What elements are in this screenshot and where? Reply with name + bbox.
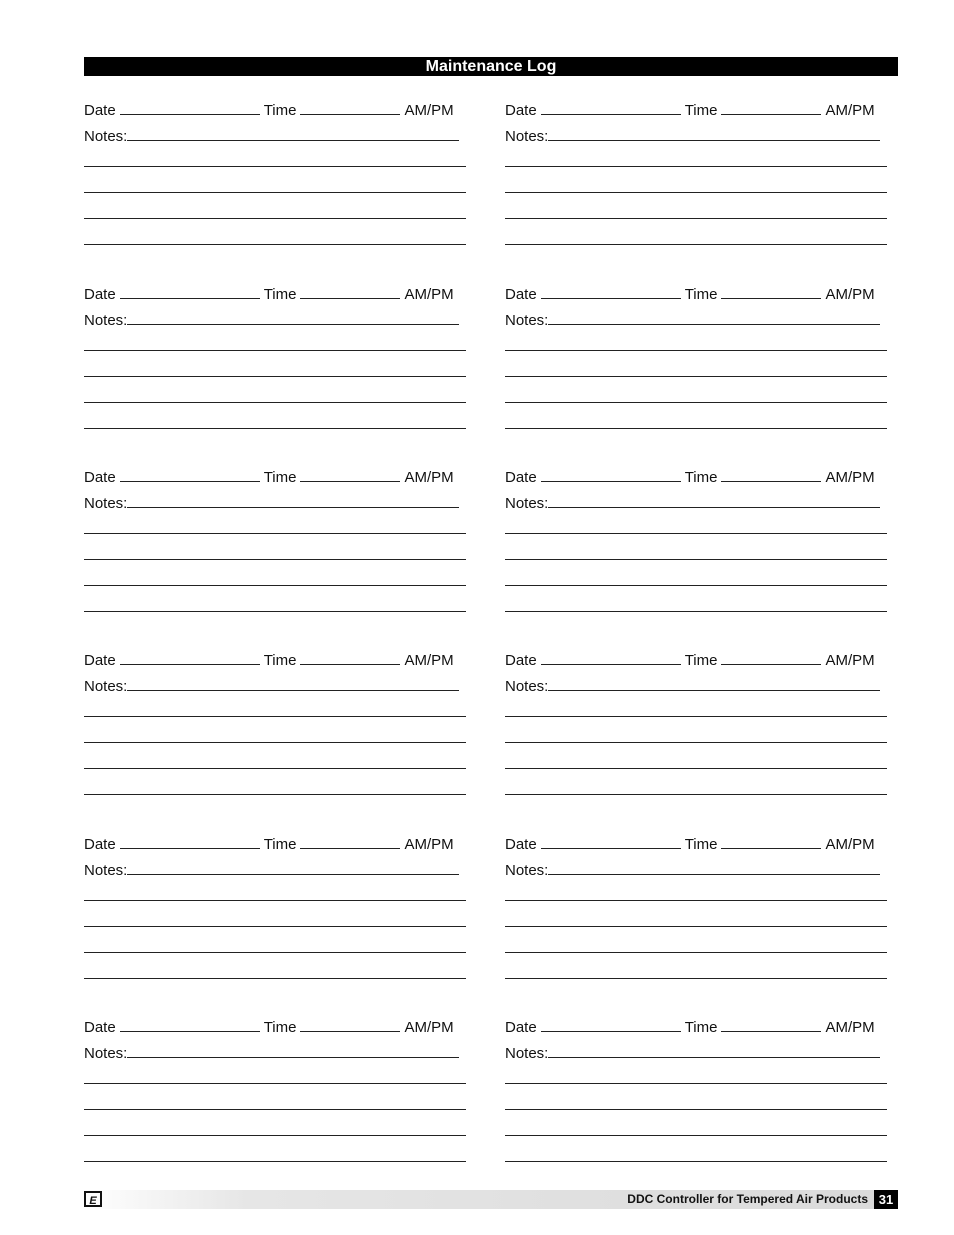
ampm-label: AM/PM bbox=[404, 286, 454, 303]
time-field[interactable] bbox=[300, 284, 400, 299]
notes-label: Notes: bbox=[505, 678, 549, 695]
time-label: Time bbox=[263, 286, 297, 303]
notes-field[interactable] bbox=[127, 860, 459, 875]
notes-line[interactable] bbox=[505, 218, 887, 219]
ampm-label: AM/PM bbox=[825, 1019, 875, 1036]
time-field[interactable] bbox=[300, 100, 400, 115]
notes-line[interactable] bbox=[84, 1109, 466, 1110]
notes-line[interactable] bbox=[84, 794, 466, 795]
notes-label: Notes: bbox=[505, 1045, 549, 1062]
notes-line[interactable] bbox=[505, 585, 887, 586]
notes-line[interactable] bbox=[84, 1135, 466, 1136]
date-field[interactable] bbox=[541, 1017, 681, 1032]
log-entry bbox=[505, 830, 893, 1000]
date-field[interactable] bbox=[120, 834, 260, 849]
notes-line[interactable] bbox=[84, 1083, 466, 1084]
notes-field[interactable] bbox=[548, 493, 880, 508]
time-label: Time bbox=[684, 652, 718, 669]
notes-label: Notes: bbox=[84, 862, 128, 879]
notes-label: Notes: bbox=[84, 1045, 128, 1062]
time-label: Time bbox=[684, 102, 718, 119]
log-entry bbox=[505, 463, 893, 633]
log-entry bbox=[84, 1013, 472, 1183]
notes-line[interactable] bbox=[505, 192, 887, 193]
notes-line[interactable] bbox=[505, 1161, 887, 1162]
notes-label: Notes: bbox=[505, 862, 549, 879]
date-label: Date bbox=[84, 469, 116, 486]
log-entry bbox=[84, 463, 472, 633]
time-field[interactable] bbox=[300, 650, 400, 665]
time-label: Time bbox=[263, 836, 297, 853]
notes-label: Notes: bbox=[84, 678, 128, 695]
time-field[interactable] bbox=[721, 284, 821, 299]
page-footer bbox=[84, 1190, 898, 1209]
notes-line[interactable] bbox=[84, 402, 466, 403]
notes-line[interactable] bbox=[505, 926, 887, 927]
time-field[interactable] bbox=[721, 467, 821, 482]
time-label: Time bbox=[263, 1019, 297, 1036]
notes-line[interactable] bbox=[84, 978, 466, 979]
time-field[interactable] bbox=[300, 834, 400, 849]
date-field[interactable] bbox=[120, 100, 260, 115]
notes-line[interactable] bbox=[84, 742, 466, 743]
date-label: Date bbox=[84, 1019, 116, 1036]
ampm-label: AM/PM bbox=[825, 652, 875, 669]
notes-line[interactable] bbox=[505, 1135, 887, 1136]
time-field[interactable] bbox=[721, 1017, 821, 1032]
notes-line[interactable] bbox=[84, 218, 466, 219]
date-field[interactable] bbox=[120, 467, 260, 482]
notes-line[interactable] bbox=[84, 716, 466, 717]
notes-line[interactable] bbox=[84, 768, 466, 769]
notes-line[interactable] bbox=[505, 768, 887, 769]
notes-line[interactable] bbox=[84, 428, 466, 429]
notes-line[interactable] bbox=[84, 533, 466, 534]
time-field[interactable] bbox=[300, 467, 400, 482]
notes-label: Notes: bbox=[505, 128, 549, 145]
notes-line[interactable] bbox=[505, 794, 887, 795]
log-entry bbox=[84, 96, 472, 266]
notes-line[interactable] bbox=[84, 952, 466, 953]
date-label: Date bbox=[505, 652, 537, 669]
notes-line[interactable] bbox=[84, 585, 466, 586]
date-label: Date bbox=[505, 469, 537, 486]
date-field[interactable] bbox=[541, 100, 681, 115]
notes-line[interactable] bbox=[505, 533, 887, 534]
notes-line[interactable] bbox=[505, 1083, 887, 1084]
time-label: Time bbox=[684, 286, 718, 303]
notes-line[interactable] bbox=[505, 402, 887, 403]
date-label: Date bbox=[84, 652, 116, 669]
date-label: Date bbox=[84, 836, 116, 853]
notes-line[interactable] bbox=[505, 350, 887, 351]
ampm-label: AM/PM bbox=[404, 652, 454, 669]
notes-field[interactable] bbox=[127, 1043, 459, 1058]
notes-label: Notes: bbox=[84, 128, 128, 145]
notes-field[interactable] bbox=[548, 860, 880, 875]
log-entry bbox=[505, 1013, 893, 1183]
date-field[interactable] bbox=[120, 1017, 260, 1032]
notes-label: Notes: bbox=[505, 312, 549, 329]
notes-line[interactable] bbox=[84, 900, 466, 901]
ampm-label: AM/PM bbox=[404, 469, 454, 486]
ampm-label: AM/PM bbox=[825, 102, 875, 119]
notes-line[interactable] bbox=[505, 166, 887, 167]
date-label: Date bbox=[505, 102, 537, 119]
time-field[interactable] bbox=[721, 834, 821, 849]
notes-line[interactable] bbox=[505, 244, 887, 245]
notes-line[interactable] bbox=[505, 978, 887, 979]
notes-field[interactable] bbox=[548, 126, 880, 141]
log-entry bbox=[84, 280, 472, 450]
notes-label: Notes: bbox=[84, 312, 128, 329]
date-label: Date bbox=[84, 286, 116, 303]
time-label: Time bbox=[684, 1019, 718, 1036]
ampm-label: AM/PM bbox=[825, 286, 875, 303]
date-field[interactable] bbox=[541, 284, 681, 299]
notes-field[interactable] bbox=[127, 676, 459, 691]
time-field[interactable] bbox=[721, 100, 821, 115]
notes-line[interactable] bbox=[84, 192, 466, 193]
page-number: 31 bbox=[874, 1190, 898, 1209]
notes-line[interactable] bbox=[505, 559, 887, 560]
date-field[interactable] bbox=[541, 650, 681, 665]
date-label: Date bbox=[505, 1019, 537, 1036]
ampm-label: AM/PM bbox=[404, 1019, 454, 1036]
log-entry bbox=[505, 96, 893, 266]
log-entry bbox=[505, 280, 893, 450]
date-field[interactable] bbox=[120, 284, 260, 299]
notes-line[interactable] bbox=[505, 1109, 887, 1110]
notes-line[interactable] bbox=[505, 376, 887, 377]
date-label: Date bbox=[505, 286, 537, 303]
date-field[interactable] bbox=[541, 834, 681, 849]
ampm-label: AM/PM bbox=[404, 102, 454, 119]
time-field[interactable] bbox=[721, 650, 821, 665]
ampm-label: AM/PM bbox=[825, 836, 875, 853]
notes-line[interactable] bbox=[84, 244, 466, 245]
notes-line[interactable] bbox=[84, 611, 466, 612]
time-label: Time bbox=[263, 102, 297, 119]
ampm-label: AM/PM bbox=[825, 469, 875, 486]
log-entry bbox=[505, 646, 893, 816]
notes-line[interactable] bbox=[505, 428, 887, 429]
notes-line[interactable] bbox=[505, 952, 887, 953]
log-entry bbox=[84, 646, 472, 816]
notes-field[interactable] bbox=[548, 676, 880, 691]
notes-line[interactable] bbox=[84, 926, 466, 927]
notes-line[interactable] bbox=[84, 166, 466, 167]
log-entry bbox=[84, 830, 472, 1000]
notes-field[interactable] bbox=[127, 126, 459, 141]
notes-line[interactable] bbox=[505, 611, 887, 612]
notes-line[interactable] bbox=[505, 716, 887, 717]
time-label: Time bbox=[684, 469, 718, 486]
notes-line[interactable] bbox=[505, 900, 887, 901]
ampm-label: AM/PM bbox=[404, 836, 454, 853]
notes-line[interactable] bbox=[505, 742, 887, 743]
notes-label: Notes: bbox=[505, 495, 549, 512]
notes-field[interactable] bbox=[548, 310, 880, 325]
notes-field[interactable] bbox=[548, 1043, 880, 1058]
notes-label: Notes: bbox=[84, 495, 128, 512]
notes-line[interactable] bbox=[84, 559, 466, 560]
date-label: Date bbox=[84, 102, 116, 119]
time-label: Time bbox=[263, 469, 297, 486]
date-label: Date bbox=[505, 836, 537, 853]
time-label: Time bbox=[263, 652, 297, 669]
date-field[interactable] bbox=[541, 467, 681, 482]
page-title: Maintenance Log bbox=[84, 57, 898, 76]
notes-field[interactable] bbox=[127, 493, 459, 508]
notes-line[interactable] bbox=[84, 376, 466, 377]
time-field[interactable] bbox=[300, 1017, 400, 1032]
company-logo-icon: E bbox=[84, 1191, 102, 1207]
date-field[interactable] bbox=[120, 650, 260, 665]
notes-line[interactable] bbox=[84, 1161, 466, 1162]
notes-line[interactable] bbox=[84, 350, 466, 351]
document-title: DDC Controller for Tempered Air Products bbox=[627, 1192, 868, 1206]
notes-field[interactable] bbox=[127, 310, 459, 325]
time-label: Time bbox=[684, 836, 718, 853]
